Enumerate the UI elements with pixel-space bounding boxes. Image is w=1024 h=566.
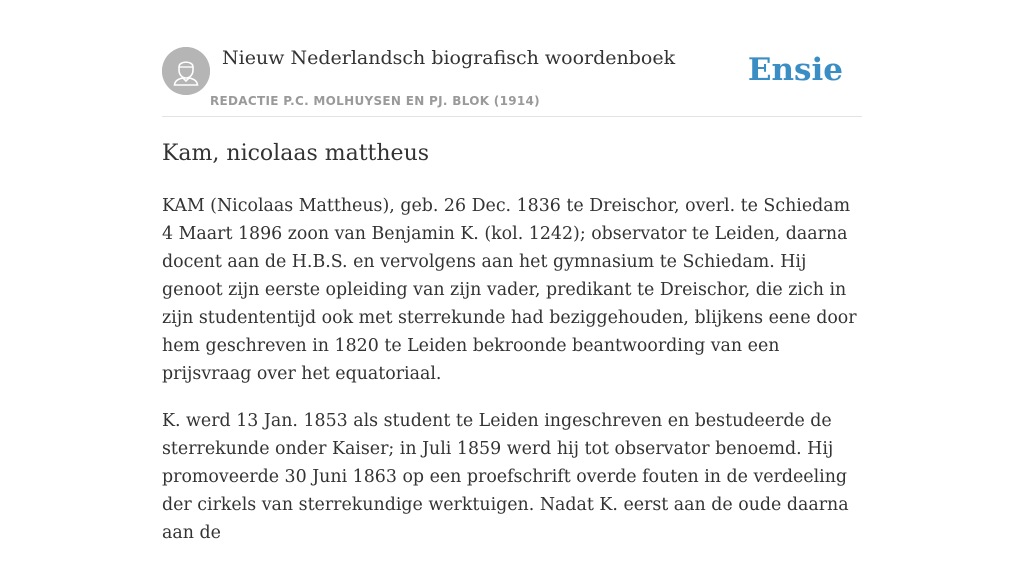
article-paragraph: K. werd 13 Jan. 1853 als student te Leiden ingeschreven en bestudeerde de sterrekunde onder Kaiser; in Juli 1859 werd hij tot observator benoemd. Hij promoveerde 30 Juni 1863 op een proefschrift overde fouten in de verdeeling der cirkels van sterrekundige werktuigen. Nadat K. eerst aan de oude daarna aan de	[162, 411, 849, 543]
article-body	[162, 192, 860, 566]
user-icon	[162, 47, 210, 95]
brand-logo[interactable]: Ensie	[747, 52, 843, 88]
book-editors: REDACTIE P.C. MOLHUYSEN EN PJ. BLOK (1914)	[210, 94, 540, 108]
avatar[interactable]	[162, 47, 210, 95]
article-title: Kam, nicolaas mattheus	[162, 141, 430, 166]
header	[162, 0, 862, 117]
article-paragraph: KAM (Nicolaas Mattheus), geb. 26 Dec. 1836 te Dreischor, overl. te Schiedam 4 Maart 1896 zoon van Benjamin K. (kol. 1242); observator te Leiden, daarna docent aan de H.B.S. en vervolgens aan het gymnasium te Schiedam. Hij genoot zijn eerste opleiding van zijn vader, predikant te Dreischor, die zich in zijn studententijd ook met sterrekunde had beziggehouden, blijkens eene door hem geschreven in 1820 te Leiden bekroonde beantwoording van een prijsvraag over het equatoriaal.	[162, 196, 857, 384]
book-title[interactable]: Nieuw Nederlandsch biografisch woordenboek	[222, 47, 676, 69]
